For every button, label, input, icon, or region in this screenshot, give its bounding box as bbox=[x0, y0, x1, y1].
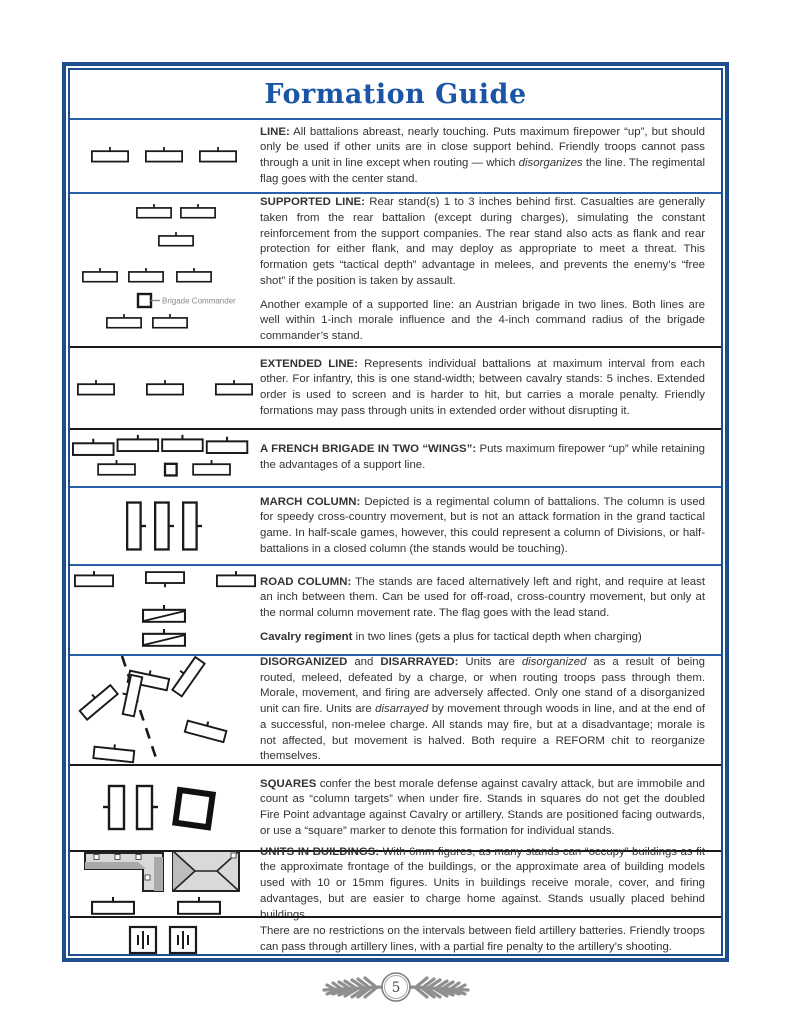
french-brigade-diagram bbox=[70, 432, 260, 484]
text-column bbox=[260, 569, 721, 652]
paragraph: Cavalry regiment in two lines (gets a plus for tactical depth when charging) bbox=[260, 630, 642, 643]
brigade-commander-label: Brigade Commander bbox=[162, 296, 236, 306]
paragraph: Another example of a supported line: an Austrian brigade in two lines. Both lines are well within 1-inch morale influence and the 4-inch command radius of the brigade commander’s stand. bbox=[260, 298, 705, 343]
paragraph: MARCH COLUMN: Depicted is a regimental column of battalions. The column is used for speedy cross-country movement, but is not an attack formation in the grand tactical game. In half-scale games, however, this could represent a column of Divisions, or half-battalions in a closed column (the stands would be touching). bbox=[260, 495, 705, 555]
diagram-column bbox=[70, 372, 260, 404]
paragraph: There are no restrictions on the intervals between field artillery batteries. Friendly troops can pass through artillery lines, with a partial fire penalty to the artillery’s shooting. bbox=[260, 925, 705, 953]
section-road-column bbox=[70, 566, 721, 654]
diagram-column bbox=[70, 781, 260, 835]
document-frame bbox=[62, 62, 729, 962]
page-title: Formation Guide bbox=[264, 78, 527, 110]
section-extended-line bbox=[70, 348, 721, 428]
disorganized-diagram bbox=[72, 654, 258, 766]
paragraph: UNITS IN BUILDINGS: With 6mm figures, as many stands can “occupy” buildings as fit the approximate frontage of the buildings, or the approximate area of building models used with 10 or 15mm figures. Units in buildings receive morale, cover, and firing advantages, but are easier to charge home against. Stands usually placed behind buildings. bbox=[260, 845, 705, 921]
diagram-column bbox=[70, 496, 260, 556]
paragraph: SUPPORTED LINE: Rear stand(s) 1 to 3 inches behind first. Casualties are generally taken from the rear battalion (except during charges), simulating the constant reinforcement from the support companies. The rear stand also acts as flank and rear protection for either flank, and may deploy as appropriate to meet a threat. This formation gets “tactical depth” advantage in melees, and prevents the enemy’s “free shot” if the position is taken by assault. bbox=[260, 196, 705, 287]
diagram-column bbox=[70, 140, 260, 172]
section-line bbox=[70, 120, 721, 192]
march-column-diagram bbox=[120, 496, 210, 556]
diagram-column bbox=[70, 845, 260, 923]
section-march-column bbox=[70, 488, 721, 564]
text-column bbox=[260, 771, 721, 846]
diagram-column bbox=[70, 654, 260, 766]
header bbox=[70, 70, 721, 120]
buildings-diagram bbox=[81, 845, 249, 923]
paragraph: EXTENDED LINE: Represents individual battalions at maximum interval from each other. For infantry, this is one stand-width; between cavalry stands: 5 inches. Extended order is used to screen and is harder to hit, but carries a morale penalty. Friendly formations may pass through units in extended order without disrupting it. bbox=[260, 357, 705, 417]
extended-line-diagram bbox=[75, 372, 255, 404]
page-number: 5 bbox=[391, 980, 400, 996]
section-squares bbox=[70, 766, 721, 850]
section-units-in-buildings bbox=[70, 845, 721, 921]
text-column bbox=[260, 918, 721, 961]
section-supported-line bbox=[70, 194, 721, 346]
diagram-column bbox=[70, 567, 260, 653]
section-french-brigade bbox=[70, 430, 721, 486]
text-column bbox=[260, 189, 721, 351]
text-column bbox=[260, 649, 721, 771]
supported-line-diagram bbox=[74, 202, 256, 338]
section-artillery bbox=[70, 918, 721, 961]
squares-diagram bbox=[100, 781, 230, 835]
paragraph: LINE: All battalions abreast, nearly touching. Puts maximum firepower “up”, but should only be used if other units are in close support behind. Friendly troops cannot pass through a unit in line except when routing — which disorganizes the line. The regimental flag goes with the center stand. bbox=[260, 125, 705, 185]
text-column bbox=[260, 351, 721, 426]
diagram-column bbox=[70, 202, 260, 338]
document-frame-inner bbox=[68, 68, 723, 956]
diagram-column bbox=[70, 924, 260, 956]
paragraph: SQUARES confer the best morale defense against cavalry attack, but are immobile and count as “column targets” when under fire. Stands in squares do not get the doubled Fire Point advantage against Cavalry or artillery. Stands are positioned facing outwards, or use a “square” marker to denote this formation for individual stands. bbox=[260, 777, 705, 837]
text-column bbox=[260, 119, 721, 194]
line-formation-diagram bbox=[89, 140, 241, 172]
text-column bbox=[260, 436, 721, 479]
paragraph: ROAD COLUMN: The stands are faced alternatively left and right, and require at least an inch between them. Can be used for off-road, cross-country movement, but only at the normal column movement rate. The flag goes with the lead stand. bbox=[260, 575, 705, 619]
diagram-column bbox=[70, 432, 260, 484]
artillery-diagram bbox=[127, 924, 203, 956]
footer bbox=[306, 966, 486, 1013]
laurel-ornament-icon bbox=[306, 966, 486, 1008]
paragraph: A FRENCH BRIGADE IN TWO “WINGS”: Puts maximum firepower “up” while retaining the advantages of a support line. bbox=[260, 443, 705, 471]
text-column bbox=[260, 489, 721, 564]
road-column-diagram bbox=[72, 567, 258, 653]
section-disorganized bbox=[70, 656, 721, 764]
paragraph: DISORGANIZED and DISARRAYED: Units are disorganized as a result of being routed, meleed, defeated by a charge, or when routing troops pass through them. Morale, movement, and firing are adversely affected. Only one stand of a disorganized unit can fire. Units are disarrayed by movement through woods in line, and at the end of a successful, non-melee charge. All stands may fire, but at a disadvantage; morale is not affected, but movement is halved. Both require a REFORM chit to reorganize themselves. bbox=[260, 655, 705, 763]
